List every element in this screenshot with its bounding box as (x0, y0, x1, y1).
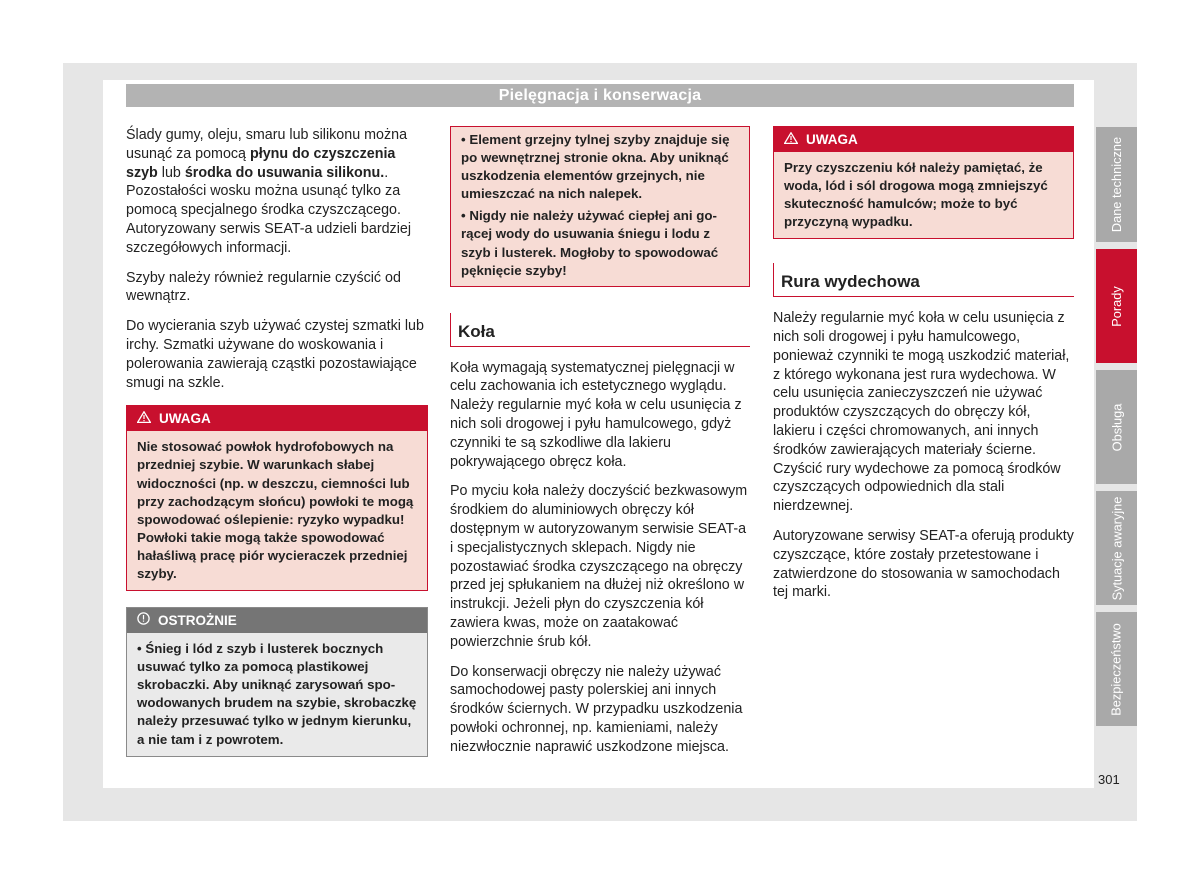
caution-text: • Śnieg i lód z szyb i lusterek bocznych usuwać tylko za pomocą plastikowej skrobaczki. Aby uniknąć zarysowań spowodowanych brudem na szybie, skrobaczkę należy przesuwać tylko w jednym kierunku, a nie tam i z powrotem. (137, 641, 417, 747)
warning-box-coatings (126, 405, 428, 591)
warning-text: Nie stosować powłok hydrofobowych na przedniej szybie. W warunkach słabej widoczności (np. w deszczu, ciemności lub przy zachodzącym słońcu) powłoki te mogą spowodować oślepienie: ryzyko wypadku! Powłoki takie mogą także spowodować hałaśliwą pracę piór wycieraczek przedniej szyby. (137, 439, 414, 582)
paragraph-inside-cleaning: Szyby należy również regularnie czyścić od wewnątrz. (126, 269, 401, 305)
column-1 (126, 126, 428, 757)
section-title-exhaust: Rura wydechowa (773, 273, 1074, 297)
heater-warning-box (450, 126, 750, 287)
warning-triangle-icon (784, 127, 798, 152)
tab-bezpieczenstwo[interactable]: Bezpieczeństwo (1096, 612, 1137, 726)
warning-box-brakes (773, 126, 1074, 239)
box-item-hot-water: • Nigdy nie należy używać ciepłej ani gorącej wody do usuwania śniegu i lodu z szyb i lusterek. Mogłoby to spowodować pęknięcie szyby! (461, 208, 719, 278)
caution-header: OSTROŻNIE (127, 608, 427, 633)
column-2 (450, 126, 750, 767)
paragraph-exhaust-1: Należy regularnie myć koła w celu usunięcia z nich soli drogowej i pyłu hamulcowego, ponieważ czynniki te mogą uszkodzić materiał, z którego wykonana jest rura wydechowa. W celu usunięcia zanieczyszczeń nie używać produktów czyszczących do obręczy kół, lakieru i części chromowanych, ani innych środków zawierających materiały ścierne. Czyścić rury wydechowe za pomocą środków czyszczących odpowiednich dla stali nierdzewnej. (773, 310, 1070, 515)
exclamation-circle-icon (137, 608, 150, 633)
warning-text: Przy czyszczeniu kół należy pamiętać, że woda, lód i sól drogowa mogą zmniejszyć skuteczność hamulców; może to być przyczyną wypadku. (784, 160, 1048, 230)
paragraph-wheels-2: Po myciu koła należy doczyścić bezkwasowym środkiem do aluminiowych obręczy kół dostępnym w autoryzowanym serwisie SEAT-a i specjalistycznych sklepach. Nigdy nie pozostawiać środka czyszczącego na obręczy przed jej spłukaniem na dłużej niż określono w instrukcji. Jeżeli płyn do czyszczenia kół zawiera kwas, może on zaatakować powierzchnie śrub kół. (450, 483, 748, 650)
tab-sytuacje-awaryjne[interactable]: Sytuacje awaryjne (1096, 491, 1137, 605)
page-number: 301 (1098, 772, 1120, 787)
tab-porady[interactable]: Porady (1096, 249, 1137, 363)
box-item-heater: • Element grzejny tylnej szyby znajduje się po wewnętrznej stronie okna. Aby uniknąć uszkodzenia elementów grzejnych, nie umieszczać na nich nalepek. (461, 132, 730, 202)
page-header: Pielęgnacja i konserwacja (126, 84, 1074, 107)
paragraph-exhaust-2: Autoryzowane serwisy SEAT-a oferują produkty czyszczące, które zostały przetestowane i zatwierdzone do stosowania w samochodach tej marki. (773, 527, 1074, 601)
paragraph-wheels-3: Do konserwacji obręczy nie należy używać samochodowej pasty polerskiej ani innych środków ściernych. W przypadku uszkodzenia powłoki ochronnej, np. kamieniami, należy niezwłocznie naprawić uszkodzone miejsca. (450, 663, 743, 755)
tab-obsluga[interactable]: Obsługa (1096, 370, 1137, 484)
section-title-wheels: Koła (450, 323, 750, 347)
paragraph-wheels-1: Koła wymagają systematycznej pielęgnacji w celu zachowania ich estetycznego wyglądu. Należy regularnie myć koła w celu usunięcia z nich soli drogowej i pyłu hamulcowego, gdyż czynniki te są szkodliwe dla lakieru pokrywającego obręcz koła. (450, 359, 742, 470)
paragraph-cleaning-agents: Ślady gumy, oleju, smaru lub silikonu można usunąć za pomocą płynu do czyszczenia szyb lub środka do usuwania silikonu.. Pozostałości wosku można usunąć tylko za pomocą specjalnego środka czyszczącego. Autoryzowany serwis SEAT-a udzieli bardziej szczegółowych informacji. (126, 127, 411, 256)
column-3 (773, 126, 1074, 613)
warning-triangle-icon (137, 406, 151, 431)
caution-box-ice (126, 607, 428, 757)
paragraph-wiping: Do wycierania szyb używać czystej szmatki lub irchy. Szmatki używane do woskowania i polerowania zawierają cząstki pozostawiające smugi na szkle. (126, 318, 424, 391)
warning-header: UWAGA (774, 127, 1073, 152)
tab-dane-techniczne[interactable]: Dane techniczne (1096, 127, 1137, 242)
warning-header: UWAGA (127, 406, 427, 431)
